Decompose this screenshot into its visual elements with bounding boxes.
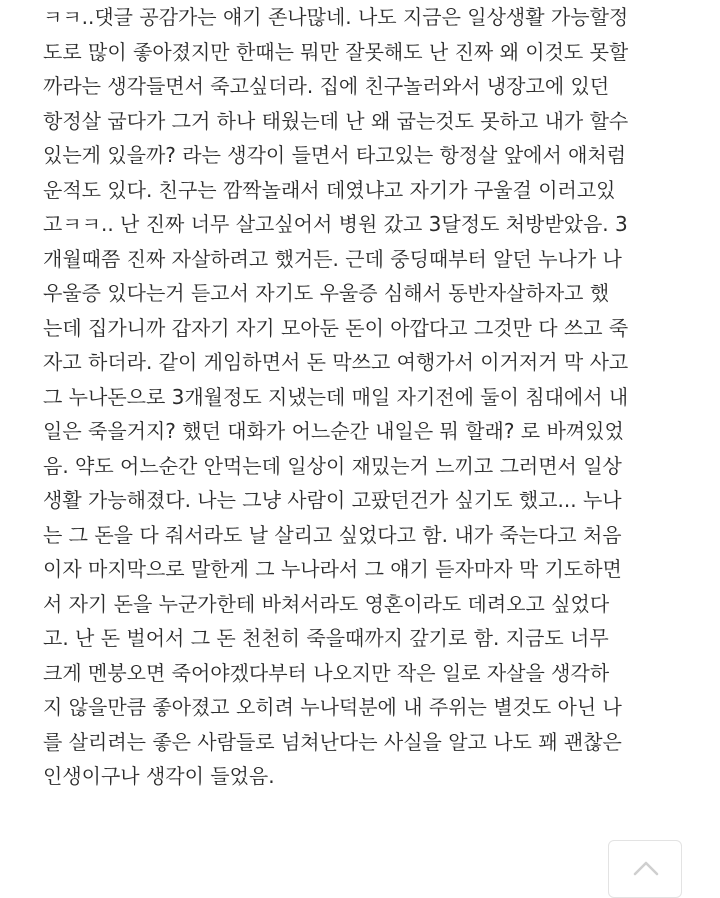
post-text-line: 는 그 돈을 다 줘서라도 날 살리고 싶었다고 함. 내가 죽는다고 처음 (43, 522, 622, 547)
post-text-line: ㅋㅋ..댓글 공감가는 얘기 존나많네. 나도 지금은 일상생활 가능할정 (43, 5, 629, 29)
post-text-line: 크게 멘붕오면 죽어야겠다부터 나오지만 작은 일로 자살을 생각하 (43, 660, 610, 685)
post-text-line: 인생이구나 생각이 들었음. (43, 764, 275, 788)
post-text-line: 도로 많이 좋아졌지만 한때는 뭐만 잘못해도 난 진짜 왜 이것도 못할 (43, 39, 629, 64)
post-text-line: 이자 마지막으로 말한게 그 누나라서 그 얘기 듣자마자 막 기도하면 (43, 557, 622, 581)
chevron-up-icon (632, 859, 660, 879)
post-text-line: 운적도 있다. 친구는 깜짝놀래서 데였냐고 자기가 구울걸 이러고있 (43, 177, 616, 202)
post-text-line: 항정살 굽다가 그거 하나 태웠는데 난 왜 굽는것도 못하고 내가 할수 (43, 108, 629, 133)
post-text-line: 서 자기 돈을 누군가한테 바쳐서라도 영혼이라도 데려오고 싶었다 (43, 591, 610, 616)
post-text-line: 는데 집가니까 갑자기 자기 모아둔 돈이 아깝다고 그것만 다 쓰고 죽 (43, 315, 629, 340)
post-text-line: 고. 난 돈 벌어서 그 돈 천천히 죽을때까지 갚기로 함. 지금도 너무 (43, 626, 609, 650)
post-text-line: 지 않을만큼 좋아졌고 오히려 누나덕분에 내 주위는 별것도 아닌 나 (43, 695, 622, 719)
post-body (43, 0, 703, 794)
post-text-line: 개월때쯤 진짜 자살하려고 했거든. 근데 중딩때부터 알던 누나가 나 (43, 246, 622, 271)
post-text-line: 까라는 생각들면서 죽고싶더라. 집에 친구놀러와서 냉장고에 있던 (43, 74, 610, 98)
scroll-to-top-button[interactable] (608, 840, 682, 898)
post-text-line: 자고 하더라. 같이 게임하면서 돈 막쓰고 여행가서 이거저거 막 사고 (43, 350, 629, 374)
post-text-line: 고ㅋㅋ.. 난 진짜 너무 살고싶어서 병원 갔고 3달정도 처방받았음. 3 (43, 212, 628, 236)
post-text-line: 를 살리려는 좋은 사람들로 넘쳐난다는 사실을 알고 나도 꽤 괜찮은 (43, 729, 622, 754)
post-text-line: 그 누나돈으로 3개월정도 지냈는데 매일 자기전에 둘이 침대에서 내 (43, 384, 629, 409)
post-text-line: 생활 가능해졌다. 나는 그냥 사람이 고팠던건가 싶기도 했고... 누나 (43, 488, 622, 512)
post-text-line: 일은 죽을거지? 했던 대화가 어느순간 내일은 뭐 할래? 로 바껴있었 (43, 419, 624, 443)
post-text-line: 우울증 있다는거 듣고서 자기도 우울증 심해서 동반자살하자고 했 (43, 281, 610, 305)
post-text-line: 음. 약도 어느순간 안먹는데 일상이 재밌는거 느끼고 그러면서 일상 (43, 453, 622, 478)
post-text-line: 있는게 있을까? 라는 생각이 들면서 타고있는 항정살 앞에서 애처럼 (43, 143, 627, 167)
